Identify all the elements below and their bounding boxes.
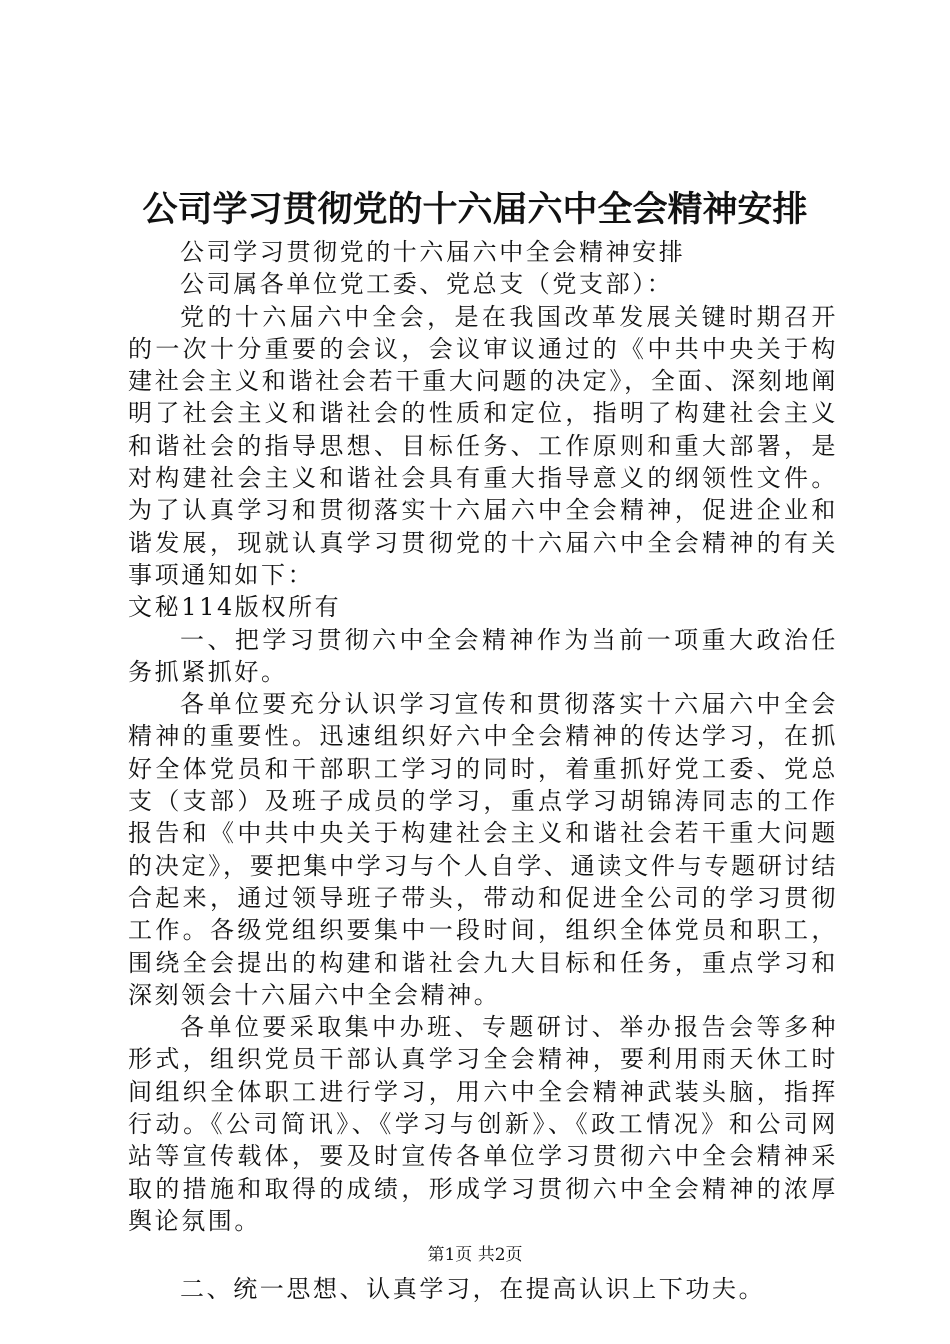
- salutation-paragraph: 公司属各单位党工委、党总支（党支部）：: [180, 270, 674, 299]
- page-footer: 第1页 共2页: [427, 1245, 523, 1265]
- section-heading-2: 二、统一思想、认真学习，在提高认识上下功夫。: [180, 1275, 766, 1304]
- document-body: [128, 236, 838, 1306]
- body-paragraph: 各单位要充分认识学习宣传和贯彻落实十六届六中全会精神的重要性。迅速组织好六中全会精神的传达学习，在抓好全体党员和干部职工学习的同时，着重抓好党工委、党总支（支部）及班子成员的学习，重点学习胡锦涛同志的工作报告和《中共中央关于构建社会主义和谐社会若干重大问题的决定》，要把集中学习与个人自学、通读文件与专题研讨结合起来，通过领导班子带头，带动和促进全公司的学习贯彻工作。各级党组织要集中一段时间，组织全体党员和职工，围绕全会提出的构建和谐社会九大目标和任务，重点学习和深刻领会十六届六中全会精神。: [128, 690, 838, 1009]
- body-paragraph: 各单位要采取集中办班、专题研讨、举办报告会等多种形式，组织党员干部认真学习全会精神，要利用雨天休工时间组织全体职工进行学习，用六中全会精神武装头脑，指挥行动。《公司简讯》、《学习与创新》、《政工情况》和公司网站等宣传载体，要及时宣传各单位学习贯彻六中全会精神采取的措施和取得的成绩，形成学习贯彻六中全会精神的浓厚舆论氛围。: [128, 1013, 838, 1235]
- intro-paragraph: 党的十六届六中全会，是在我国改革发展关键时期召开的一次十分重要的会议，会议审议通过的《中共中央关于构建社会主义和谐社会若干重大问题的决定》，全面、深刻地阐明了社会主义和谐社会的性质和定位，指明了构建社会主义和谐社会的指导思想、目标任务、工作原则和重大部署，是对构建社会主义和谐社会具有重大指导意义的纲领性文件。为了认真学习和贯彻落实十六届六中全会精神，促进企业和谐发展，现就认真学习贯彻党的十六届六中全会精神的有关事项通知如下：: [128, 302, 838, 589]
- subtitle-paragraph: 公司学习贯彻党的十六届六中全会精神安排: [180, 238, 686, 266]
- document-title: 公司学习贯彻党的十六届六中全会精神安排: [142, 189, 808, 230]
- copyright-note: 文秘114版权所有: [128, 593, 342, 622]
- section-heading-1: 一、把学习贯彻六中全会精神作为当前一项重大政治任务抓紧抓好。: [128, 625, 838, 686]
